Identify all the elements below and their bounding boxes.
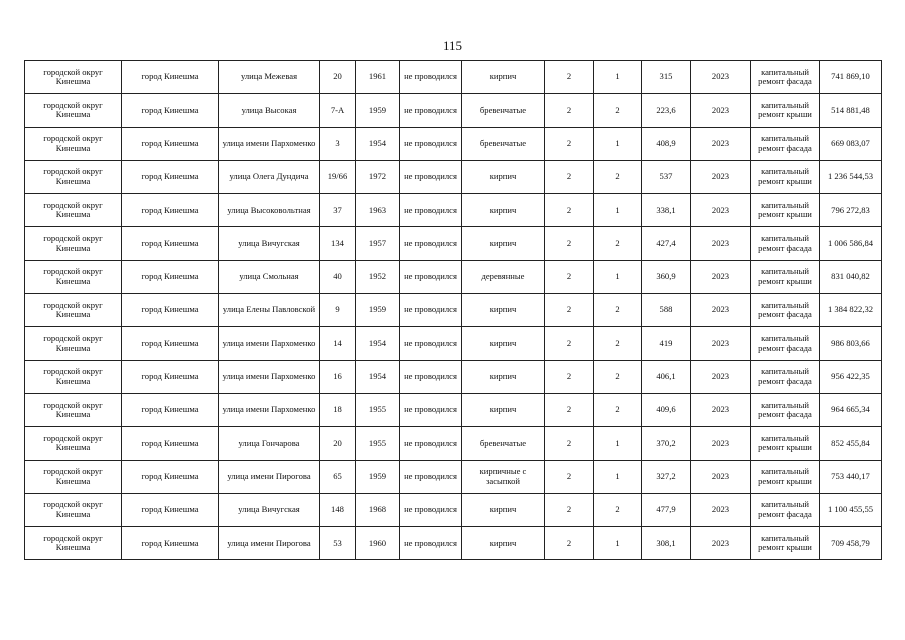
page-number: 115: [442, 38, 463, 53]
construction-year-cell: 1961: [356, 61, 400, 94]
wall-material-cell: кирпич: [462, 294, 545, 327]
wall-material-cell: кирпич: [462, 61, 545, 94]
floors-cell: 2: [545, 260, 594, 293]
last-repair-cell: не проводился: [400, 260, 462, 293]
municipal-district-cell: городской округ Кинешма: [25, 127, 122, 160]
cost-cell: 1 006 586,84: [820, 227, 882, 260]
house-number-cell: 20: [320, 61, 356, 94]
floors-cell: 2: [545, 127, 594, 160]
street-cell: улица Высокая: [219, 94, 320, 127]
table-row: [25, 294, 882, 327]
wall-material-cell: кирпичные с засыпкой: [462, 460, 545, 493]
work-type-cell: капитальный ремонт фасада: [751, 327, 820, 360]
entrances-cell: 2: [594, 94, 642, 127]
settlement-cell: город Кинешма: [122, 427, 219, 460]
wall-material-cell: бревенчатые: [462, 94, 545, 127]
municipal-district-cell: городской округ Кинешма: [25, 227, 122, 260]
repair-year-cell: 2023: [691, 360, 751, 393]
area-cell: 408,9: [642, 127, 691, 160]
table-row: [25, 260, 882, 293]
repair-year-cell: 2023: [691, 160, 751, 193]
last-repair-cell: не проводился: [400, 493, 462, 526]
construction-year-cell: 1952: [356, 260, 400, 293]
table-row: [25, 227, 882, 260]
repair-year-cell: 2023: [691, 227, 751, 260]
table-row: [25, 393, 882, 426]
floors-cell: 2: [545, 327, 594, 360]
table-row: [25, 427, 882, 460]
repair-year-cell: 2023: [691, 294, 751, 327]
last-repair-cell: не проводился: [400, 61, 462, 94]
work-type-cell: капитальный ремонт крыши: [751, 527, 820, 560]
table-row: [25, 160, 882, 193]
floors-cell: 2: [545, 160, 594, 193]
repair-registry-table: [24, 60, 882, 560]
municipal-district-cell: городской округ Кинешма: [25, 327, 122, 360]
work-type-cell: капитальный ремонт фасада: [751, 294, 820, 327]
floors-cell: 2: [545, 227, 594, 260]
floors-cell: 2: [545, 61, 594, 94]
repair-year-cell: 2023: [691, 127, 751, 160]
last-repair-cell: не проводился: [400, 94, 462, 127]
street-cell: улица Межевая: [219, 61, 320, 94]
settlement-cell: город Кинешма: [122, 260, 219, 293]
street-cell: улица имени Пархоменко: [219, 127, 320, 160]
work-type-cell: капитальный ремонт крыши: [751, 460, 820, 493]
construction-year-cell: 1960: [356, 527, 400, 560]
work-type-cell: капитальный ремонт крыши: [751, 427, 820, 460]
street-cell: улица Высоковольтная: [219, 194, 320, 227]
cost-cell: 669 083,07: [820, 127, 882, 160]
house-number-cell: 19/66: [320, 160, 356, 193]
settlement-cell: город Кинешма: [122, 360, 219, 393]
area-cell: 406,1: [642, 360, 691, 393]
entrances-cell: 2: [594, 493, 642, 526]
cost-cell: 1 384 822,32: [820, 294, 882, 327]
floors-cell: 2: [545, 460, 594, 493]
last-repair-cell: не проводился: [400, 194, 462, 227]
table-row: [25, 527, 882, 560]
repair-year-cell: 2023: [691, 94, 751, 127]
settlement-cell: город Кинешма: [122, 194, 219, 227]
table-row: [25, 493, 882, 526]
entrances-cell: 1: [594, 194, 642, 227]
municipal-district-cell: городской округ Кинешма: [25, 527, 122, 560]
municipal-district-cell: городской округ Кинешма: [25, 460, 122, 493]
table-row: [25, 194, 882, 227]
repair-year-cell: 2023: [691, 460, 751, 493]
entrances-cell: 1: [594, 460, 642, 493]
cost-cell: 831 040,82: [820, 260, 882, 293]
cost-cell: 1 236 544,53: [820, 160, 882, 193]
last-repair-cell: не проводился: [400, 127, 462, 160]
floors-cell: 2: [545, 94, 594, 127]
wall-material-cell: кирпич: [462, 160, 545, 193]
municipal-district-cell: городской округ Кинешма: [25, 61, 122, 94]
cost-cell: 956 422,35: [820, 360, 882, 393]
construction-year-cell: 1959: [356, 294, 400, 327]
area-cell: 370,2: [642, 427, 691, 460]
table-body: [25, 61, 882, 560]
street-cell: улица имени Пархоменко: [219, 360, 320, 393]
wall-material-cell: кирпич: [462, 527, 545, 560]
entrances-cell: 2: [594, 327, 642, 360]
settlement-cell: город Кинешма: [122, 327, 219, 360]
cost-cell: 964 665,34: [820, 393, 882, 426]
entrances-cell: 1: [594, 61, 642, 94]
wall-material-cell: кирпич: [462, 227, 545, 260]
area-cell: 588: [642, 294, 691, 327]
floors-cell: 2: [545, 493, 594, 526]
work-type-cell: капитальный ремонт фасада: [751, 493, 820, 526]
street-cell: улица Гончарова: [219, 427, 320, 460]
construction-year-cell: 1968: [356, 493, 400, 526]
house-number-cell: 53: [320, 527, 356, 560]
street-cell: улица имени Пирогова: [219, 527, 320, 560]
area-cell: 427,4: [642, 227, 691, 260]
floors-cell: 2: [545, 294, 594, 327]
construction-year-cell: 1954: [356, 127, 400, 160]
construction-year-cell: 1957: [356, 227, 400, 260]
street-cell: улица имени Пархоменко: [219, 393, 320, 426]
entrances-cell: 2: [594, 227, 642, 260]
house-number-cell: 7-А: [320, 94, 356, 127]
last-repair-cell: не проводился: [400, 527, 462, 560]
area-cell: 308,1: [642, 527, 691, 560]
house-number-cell: 20: [320, 427, 356, 460]
municipal-district-cell: городской округ Кинешма: [25, 94, 122, 127]
settlement-cell: город Кинешма: [122, 127, 219, 160]
cost-cell: 796 272,83: [820, 194, 882, 227]
entrances-cell: 1: [594, 527, 642, 560]
last-repair-cell: не проводился: [400, 460, 462, 493]
last-repair-cell: не проводился: [400, 327, 462, 360]
house-number-cell: 37: [320, 194, 356, 227]
area-cell: 315: [642, 61, 691, 94]
construction-year-cell: 1959: [356, 94, 400, 127]
floors-cell: 2: [545, 393, 594, 426]
work-type-cell: капитальный ремонт фасада: [751, 360, 820, 393]
work-type-cell: капитальный ремонт крыши: [751, 260, 820, 293]
house-number-cell: 14: [320, 327, 356, 360]
cost-cell: 741 869,10: [820, 61, 882, 94]
last-repair-cell: не проводился: [400, 227, 462, 260]
last-repair-cell: не проводился: [400, 427, 462, 460]
entrances-cell: 2: [594, 160, 642, 193]
repair-year-cell: 2023: [691, 393, 751, 426]
house-number-cell: 65: [320, 460, 356, 493]
construction-year-cell: 1972: [356, 160, 400, 193]
settlement-cell: город Кинешма: [122, 527, 219, 560]
settlement-cell: город Кинешма: [122, 294, 219, 327]
house-number-cell: 134: [320, 227, 356, 260]
house-number-cell: 40: [320, 260, 356, 293]
last-repair-cell: не проводился: [400, 294, 462, 327]
table-row: [25, 460, 882, 493]
settlement-cell: город Кинешма: [122, 493, 219, 526]
repair-year-cell: 2023: [691, 493, 751, 526]
wall-material-cell: кирпич: [462, 194, 545, 227]
floors-cell: 2: [545, 527, 594, 560]
table-row: [25, 94, 882, 127]
street-cell: улица имени Пархоменко: [219, 327, 320, 360]
work-type-cell: капитальный ремонт фасада: [751, 127, 820, 160]
municipal-district-cell: городской округ Кинешма: [25, 194, 122, 227]
floors-cell: 2: [545, 360, 594, 393]
municipal-district-cell: городской округ Кинешма: [25, 294, 122, 327]
table-row: [25, 360, 882, 393]
municipal-district-cell: городской округ Кинешма: [25, 427, 122, 460]
municipal-district-cell: городской округ Кинешма: [25, 493, 122, 526]
entrances-cell: 2: [594, 360, 642, 393]
construction-year-cell: 1959: [356, 460, 400, 493]
work-type-cell: капитальный ремонт крыши: [751, 94, 820, 127]
street-cell: улица Смольная: [219, 260, 320, 293]
street-cell: улица Олега Дундича: [219, 160, 320, 193]
work-type-cell: капитальный ремонт крыши: [751, 194, 820, 227]
construction-year-cell: 1955: [356, 427, 400, 460]
entrances-cell: 2: [594, 294, 642, 327]
area-cell: 419: [642, 327, 691, 360]
repair-year-cell: 2023: [691, 260, 751, 293]
settlement-cell: город Кинешма: [122, 393, 219, 426]
floors-cell: 2: [545, 194, 594, 227]
house-number-cell: 16: [320, 360, 356, 393]
settlement-cell: город Кинешма: [122, 160, 219, 193]
wall-material-cell: деревянные: [462, 260, 545, 293]
cost-cell: 709 458,79: [820, 527, 882, 560]
settlement-cell: город Кинешма: [122, 227, 219, 260]
construction-year-cell: 1963: [356, 194, 400, 227]
work-type-cell: капитальный ремонт фасада: [751, 227, 820, 260]
table-row: [25, 327, 882, 360]
wall-material-cell: кирпич: [462, 360, 545, 393]
area-cell: 327,2: [642, 460, 691, 493]
cost-cell: 852 455,84: [820, 427, 882, 460]
work-type-cell: капитальный ремонт фасада: [751, 61, 820, 94]
wall-material-cell: кирпич: [462, 327, 545, 360]
repair-year-cell: 2023: [691, 61, 751, 94]
last-repair-cell: не проводился: [400, 393, 462, 426]
wall-material-cell: кирпич: [462, 393, 545, 426]
cost-cell: 1 100 455,55: [820, 493, 882, 526]
repair-year-cell: 2023: [691, 327, 751, 360]
construction-year-cell: 1954: [356, 327, 400, 360]
floors-cell: 2: [545, 427, 594, 460]
house-number-cell: 148: [320, 493, 356, 526]
house-number-cell: 9: [320, 294, 356, 327]
last-repair-cell: не проводился: [400, 360, 462, 393]
cost-cell: 753 440,17: [820, 460, 882, 493]
street-cell: улица Вичугская: [219, 227, 320, 260]
construction-year-cell: 1955: [356, 393, 400, 426]
repair-year-cell: 2023: [691, 427, 751, 460]
work-type-cell: капитальный ремонт крыши: [751, 160, 820, 193]
municipal-district-cell: городской округ Кинешма: [25, 260, 122, 293]
last-repair-cell: не проводился: [400, 160, 462, 193]
table-row: [25, 61, 882, 94]
house-number-cell: 3: [320, 127, 356, 160]
area-cell: 223,6: [642, 94, 691, 127]
construction-year-cell: 1954: [356, 360, 400, 393]
cost-cell: 986 803,66: [820, 327, 882, 360]
settlement-cell: город Кинешма: [122, 61, 219, 94]
work-type-cell: капитальный ремонт фасада: [751, 393, 820, 426]
area-cell: 537: [642, 160, 691, 193]
wall-material-cell: бревенчатые: [462, 427, 545, 460]
entrances-cell: 2: [594, 393, 642, 426]
settlement-cell: город Кинешма: [122, 460, 219, 493]
municipal-district-cell: городской округ Кинешма: [25, 360, 122, 393]
settlement-cell: город Кинешма: [122, 94, 219, 127]
wall-material-cell: бревенчатые: [462, 127, 545, 160]
area-cell: 409,6: [642, 393, 691, 426]
wall-material-cell: кирпич: [462, 493, 545, 526]
house-number-cell: 18: [320, 393, 356, 426]
entrances-cell: 1: [594, 427, 642, 460]
cost-cell: 514 881,48: [820, 94, 882, 127]
area-cell: 360,9: [642, 260, 691, 293]
area-cell: 477,9: [642, 493, 691, 526]
repair-year-cell: 2023: [691, 527, 751, 560]
municipal-district-cell: городской округ Кинешма: [25, 160, 122, 193]
municipal-district-cell: городской округ Кинешма: [25, 393, 122, 426]
street-cell: улица Елены Павловской: [219, 294, 320, 327]
repair-year-cell: 2023: [691, 194, 751, 227]
area-cell: 338,1: [642, 194, 691, 227]
table-row: [25, 127, 882, 160]
street-cell: улица Вичугская: [219, 493, 320, 526]
entrances-cell: 1: [594, 260, 642, 293]
street-cell: улица имени Пирогова: [219, 460, 320, 493]
entrances-cell: 1: [594, 127, 642, 160]
